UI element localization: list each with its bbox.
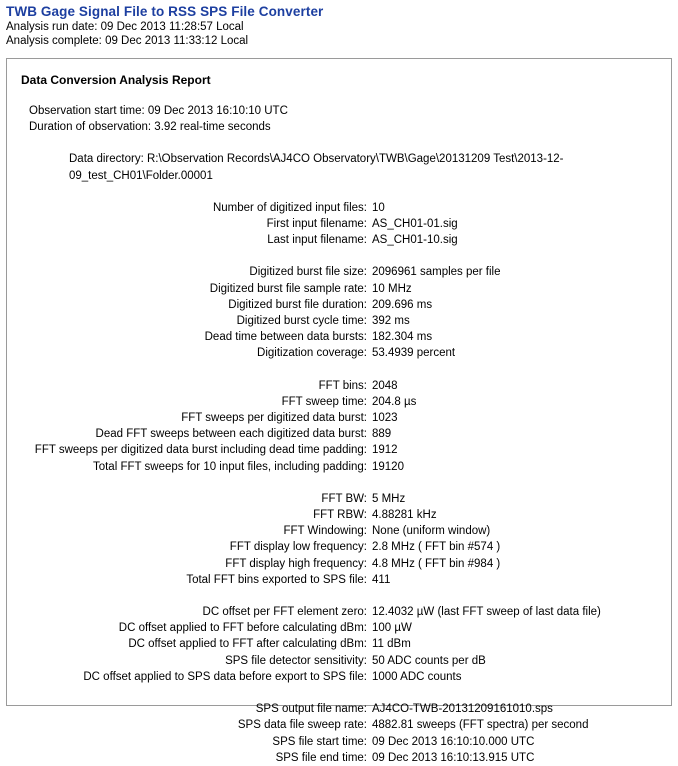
report-row — [17, 572, 661, 588]
report-row — [17, 539, 661, 555]
report-row-value: 09 Dec 2013 16:10:10.000 UTC — [372, 735, 535, 748]
report-row-label: Digitized burst file duration: — [228, 298, 367, 311]
report-row-label: Dead FFT sweeps between each digitized data burst: — [95, 428, 367, 441]
report-row-label: SPS file end time: — [275, 751, 367, 764]
report-group-fft-bandwidth — [17, 491, 661, 588]
report-row-label: FFT sweeps per digitized data burst including dead time padding: — [34, 444, 367, 457]
report-row-value: 2096961 samples per file — [372, 266, 501, 279]
report-row — [17, 297, 661, 313]
observation-start-time: Observation start time: 09 Dec 2013 16:10:10 UTC — [29, 105, 288, 117]
report-row-value: 1912 — [372, 444, 398, 457]
report-row-value: 50 ADC counts per dB — [372, 654, 486, 667]
report-row-value: 5 MHz — [372, 492, 406, 505]
report-row-value: 2048 — [372, 379, 398, 392]
report-row-label: Digitized burst cycle time: — [236, 315, 367, 328]
report-row — [17, 507, 661, 523]
report-row — [17, 523, 661, 539]
report-row — [17, 459, 661, 475]
app-title: TWB Gage Signal File to RSS SPS File Converter — [6, 4, 324, 19]
report-row — [17, 378, 661, 394]
report-group-fft-sweeps — [17, 378, 661, 475]
report-row-label: SPS file detector sensitivity: — [225, 654, 367, 667]
report-row-label: FFT RBW: — [313, 509, 367, 522]
report-row-label: FFT sweep time: — [281, 395, 367, 408]
report-row-label: Digitization coverage: — [257, 347, 367, 360]
report-row-label: FFT Windowing: — [283, 525, 367, 538]
report-row-label: FFT display low frequency: — [229, 541, 367, 554]
report-row — [17, 200, 661, 216]
report-title: Data Conversion Analysis Report — [21, 73, 211, 87]
report-row-label: DC offset applied to FFT before calculating dBm: — [118, 622, 367, 635]
report-row — [17, 653, 661, 669]
report-row-value: 10 MHz — [372, 282, 412, 295]
report-row — [17, 669, 661, 685]
report-row-label: DC offset applied to SPS data before export to SPS file: — [83, 670, 367, 683]
report-row-value: 392 ms — [372, 315, 410, 328]
report-row-label: DC offset per FFT element zero: — [202, 606, 367, 619]
report-row — [17, 394, 661, 410]
report-row — [17, 216, 661, 232]
report-panel — [6, 58, 672, 764]
report-row-value: 4.88281 kHz — [372, 509, 437, 522]
analysis-run-date: Analysis run date: 09 Dec 2013 11:28:57 Local — [6, 21, 244, 33]
report-row-label: First input filename: — [266, 218, 367, 231]
report-group-input-files — [17, 200, 661, 249]
report-row-value: 100 µW — [372, 622, 412, 635]
report-row-value: AJ4CO-TWB-20131209161010.sps — [372, 703, 553, 716]
report-row — [17, 426, 661, 442]
report-row-value: 2.8 MHz ( FFT bin #574 ) — [372, 541, 501, 554]
report-group-sps-output — [17, 701, 661, 766]
report-row-value: AS_CH01-01.sig — [372, 218, 458, 231]
report-row — [17, 620, 661, 636]
report-row-label: Total FFT bins exported to SPS file: — [186, 573, 367, 586]
report-row-label: SPS file start time: — [272, 735, 367, 748]
report-row-label: Last input filename: — [267, 234, 367, 247]
report-row-label: Digitized burst file size: — [249, 266, 367, 279]
report-row-value: 12.4032 µW (last FFT sweep of last data file) — [372, 606, 601, 619]
report-row — [17, 329, 661, 345]
report-row-value: 209.696 ms — [372, 298, 433, 311]
report-group-burst-parameters — [17, 264, 661, 361]
report-row-label: FFT bins: — [318, 379, 367, 392]
report-row — [17, 636, 661, 652]
observation-duration: Duration of observation: 3.92 real-time seconds — [29, 121, 271, 134]
report-row — [17, 410, 661, 426]
report-row — [17, 556, 661, 572]
report-row — [17, 604, 661, 620]
report-row-label: SPS data file sweep rate: — [237, 719, 367, 732]
report-row-value: AS_CH01-10.sig — [372, 234, 458, 247]
report-row — [17, 442, 661, 458]
analysis-complete-date: Analysis complete: 09 Dec 2013 11:33:12 Local — [6, 35, 249, 47]
data-directory — [17, 151, 661, 183]
report-row-value: 11 dBm — [372, 638, 411, 651]
report-row-value: 889 — [372, 428, 392, 441]
report-row-label: DC offset applied to FFT after calculating dBm: — [128, 638, 367, 651]
report-row — [17, 750, 661, 766]
report-groups — [17, 200, 661, 766]
report-row-label: Number of digitized input files: — [212, 201, 367, 214]
report-row — [17, 313, 661, 329]
report-row-label: FFT display high frequency: — [225, 557, 367, 570]
report-row-value: 4.8 MHz ( FFT bin #984 ) — [372, 557, 501, 570]
report-row — [17, 491, 661, 507]
report-row-value: 53.4939 percent — [372, 347, 456, 360]
report-row-label: Digitized burst file sample rate: — [209, 282, 367, 295]
report-row-value: 09 Dec 2013 16:10:13.915 UTC — [372, 751, 535, 764]
report-row-label: FFT BW: — [321, 492, 367, 505]
report-row — [17, 734, 661, 750]
report-row — [17, 281, 661, 297]
report-row-label: FFT sweeps per digitized data burst: — [181, 412, 367, 425]
report-row — [17, 264, 661, 280]
report-row — [17, 717, 661, 733]
report-row — [17, 701, 661, 717]
report-row-value: 204.8 µs — [372, 395, 417, 408]
report-row-label: Dead time between data bursts: — [204, 331, 367, 344]
report-row-value: None (uniform window) — [372, 525, 491, 538]
report-row-value: 4882.81 sweeps (FFT spectra) per second — [372, 719, 589, 732]
data-directory-line: Data directory: R:\Observation Records\AJ4CO Observatory\TWB\Gage\20131209 Test\2013-12-09_test_CH01\Folder.00001 — [69, 153, 564, 182]
observation-header — [17, 103, 661, 135]
report-row-value: 182.304 ms — [372, 331, 433, 344]
report-row-value: 1000 ADC counts — [372, 670, 462, 683]
report-row-value: 1023 — [372, 412, 398, 425]
report-row-label: Total FFT sweeps for 10 input files, including padding: — [92, 460, 367, 473]
report-row-value: 10 — [372, 201, 385, 214]
report-row-value: 19120 — [372, 460, 404, 473]
report-row — [17, 232, 661, 248]
report-row-label: SPS output file name: — [255, 703, 367, 716]
report-group-dc-offsets — [17, 604, 661, 685]
report-row-value: 411 — [372, 573, 391, 586]
report-row — [17, 345, 661, 361]
